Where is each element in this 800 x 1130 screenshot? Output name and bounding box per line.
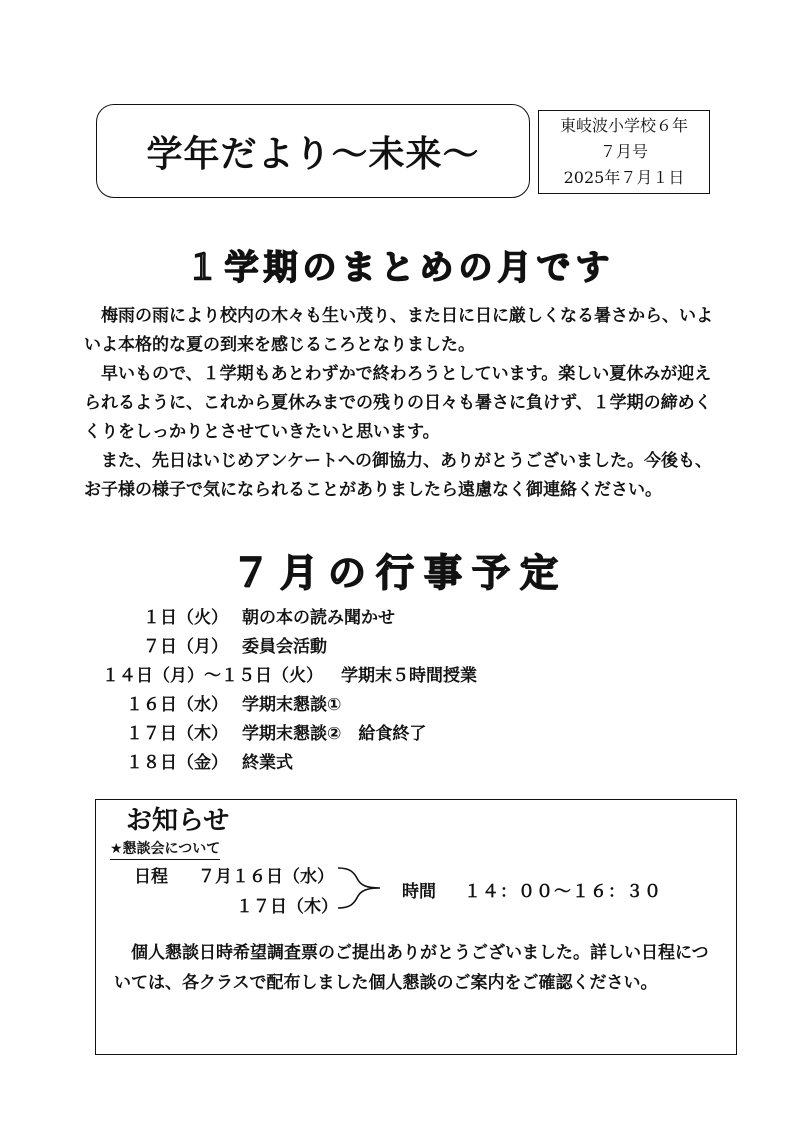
event-date: １８日（金） xyxy=(126,753,228,773)
event-row xyxy=(102,662,477,691)
event-desc: 学期末懇談① xyxy=(242,695,342,715)
event-row xyxy=(102,604,477,633)
school-info-box xyxy=(538,110,710,194)
event-desc: 学期末懇談② 給食終了 xyxy=(242,724,427,744)
event-date: ７日（月） xyxy=(143,637,228,657)
event-row xyxy=(102,749,477,778)
event-desc: 朝の本の読み聞かせ xyxy=(242,608,395,628)
event-row xyxy=(102,720,477,749)
time-label: 時間 xyxy=(402,882,436,902)
schedule-day2: １７日（木） xyxy=(236,897,338,917)
section1-heading: １学期のまとめの月です xyxy=(185,248,615,288)
event-date: １日（火） xyxy=(143,608,228,628)
event-row xyxy=(102,691,477,720)
notice-title: お知らせ xyxy=(126,806,230,836)
event-desc: 委員会活動 xyxy=(242,637,327,657)
event-desc: 学期末５時間授業 xyxy=(341,666,477,686)
newsletter-title: 学年だより～未来～ xyxy=(146,133,480,175)
notice-subheading: ★懇談会について xyxy=(110,838,220,860)
event-date: １７日（木） xyxy=(126,724,228,744)
notice-text: 個人懇談日時希望調査票のご提出ありがとうございました。詳しい日程については、各クラスで配布しました個人懇談のご案内をご確認ください。 xyxy=(114,943,709,993)
brace-icon xyxy=(336,864,382,912)
section2-heading: ７月の行事予定 xyxy=(231,551,568,595)
school-name: 東岐波小学校６年 xyxy=(559,116,688,135)
issue-label: ７月号 xyxy=(599,142,648,161)
newsletter-title-box xyxy=(96,104,530,198)
event-list xyxy=(102,604,477,778)
body-paragraph: また、先日はいじめアンケートへの御協力、ありがとうございました。今後も、お子様の様子で気になられることがありましたら遠慮なく御連絡ください。 xyxy=(84,451,712,500)
notice-paragraph xyxy=(114,938,720,998)
notice-box xyxy=(95,799,737,1055)
schedule-label: 日程 xyxy=(134,867,168,887)
issue-date: 2025年７月１日 xyxy=(563,168,685,187)
time-value: １４：００～１６：３０ xyxy=(464,882,662,902)
event-desc: 終業式 xyxy=(242,753,293,773)
section1-body xyxy=(84,302,724,505)
event-date: １４日（月）～１５日（火） xyxy=(102,666,323,686)
body-paragraph: 早いもので、１学期もあとわずかで終わろうとしています。楽しい夏休みが迎えられるように、これから夏休みまでの残りの日々も暑さに負けず、１学期の締めくくりをしっかりとさせていきたいと思います。 xyxy=(84,364,712,442)
event-row xyxy=(102,633,477,662)
event-date: １６日（水） xyxy=(126,695,228,715)
body-paragraph: 梅雨の雨により校内の木々も生い茂り、また日に日に厳しくなる暑さから、いよいよ本格的な夏の到来を感じるころとなりました。 xyxy=(84,306,713,355)
schedule-day1: ７月１６日（水） xyxy=(198,867,334,887)
